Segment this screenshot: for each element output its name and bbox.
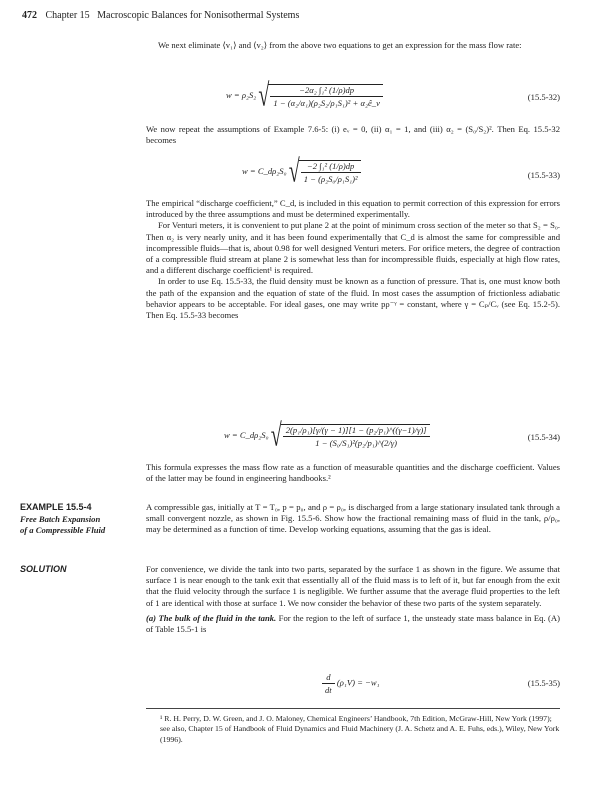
paragraph-venturi: For Venturi meters, it is convenient to put plane 2 at the point of minimum cross section of the meter so that S₂ = S₀. Then α₂ is very nearly unity, and it has been found experimentally that C_d is almost the same for compressible and incompressible fluids—that is, about 0.98 for well designed Venturi meters. For orifice meters, the degree of contraction of a compressible fluid stream at plane 2 is somewhat less than for incompressible fluids, especially at high flow rates, and a different discharge coefficient¹ is required. <box>146 220 560 276</box>
eq32-lhs: w = ρ₂S₂ <box>226 89 257 100</box>
eq32-denominator: 1 − (α₂/α₁)(ρ₂S₂/ρ₁S₁)² + α₂ê_v <box>273 98 380 108</box>
chapter-label: Chapter 15 <box>45 10 90 21</box>
solution-body: For convenience, we divide the tank into two parts, separated by the surface 1 as shown in the figure. We assume that surface 1 is near enough to the tank exit that essentially all of the fluid mass is to left of it, but far enough from the exit that the fluid velocity through the surface 1 is negligible. We further assume that the average fluid properties to the left of 1 are identical with those at surface 1. We now consider the behavior of these two parts of the system separately. (a) The bulk of the fluid in the tank. For the region to the left of surface 1, the unsteady state mass balance in Eq. (A) of Table 15.5-1 is <box>146 564 560 635</box>
part-a-paragraph <box>146 613 560 635</box>
equation-15-5-33: w = C_dρ₂S₀ √ $\frac{\text{−2 ∫₁² (1/ρ)dp}}{\text{1 − (ρ₂S₀/ρ₁S₁)²}}$ (15.5-33) <box>242 153 560 189</box>
eq34-label: (15.5-34) <box>527 432 560 442</box>
example-subtitle-2: of a Compressible Fluid <box>20 525 106 535</box>
chapter-title: Macroscopic Balances for Nonisothermal Systems <box>97 10 300 21</box>
paragraph-discharge: The empirical “discharge coefficient,” C_d, is included in this equation to permit correction of this expression for errors introduced by the three assumptions and must be determined experimentally. For Venturi meters, it is convenient to put plane 2 at the point of minimum cross section of the meter so that S₂ = S₀. Then α₂ is very nearly unity, and it has been found experimentally that C_d is almost the same for compressible and incompressible fluids—that is, about 0.98 for well designed Venturi meters. For orifice meters, the degree of contraction of a compressible fluid stream at plane 2 is somewhat less than for incompressible fluids, especially at high flow rates, and a different discharge coefficient¹ is required. In order to use Eq. 15.5-33, the fluid density must be known as a function of pressure. That is, one must know both the path of the expansion and the equation of state of the fluid. In most cases the assumption of frictionless adiabatic behavior appears to be acceptable. For ideal gases, one may write pρ⁻ᵞ = constant, where γ = Cₚ/Cᵥ (see Eq. 15.2-5). Then Eq. 15.5-33 becomes <box>146 198 560 321</box>
example-title: EXAMPLE 15.5-4 <box>20 502 92 512</box>
eq32-numerator: −2α₂ ∫₁² (1/ρ)dp <box>270 85 383 97</box>
eq33-numerator: −2 ∫₁² (1/ρ)dp <box>301 161 361 173</box>
footnote-1: ¹ R. H. Perry, D. W. Green, and J. O. Maloney, Chemical Engineers’ Handbook, 7th Edition, McGraw-Hill, New York (1997); see also, Chapter 15 of Handbook of Fluid Dynamics and Fluid Machinery (J. A. Schetz and A. E. Fuhs, eds.), Wiley, New York (1996). <box>160 714 560 744</box>
solution-label: SOLUTION <box>20 564 67 574</box>
part-a-label: (a) The bulk of the fluid in the tank. <box>146 612 277 623</box>
eq35-dt: dt <box>325 685 332 695</box>
equation-15-5-32: w = ρ₂S₂ √ $\frac{\text{−2α₂ ∫₁² (1/ρ)dp}}{\text{1 − (α₂/α₁)(ρ₂S₂/ρ₁S₁)² + α₂ê\_v}}$ (15.5-32) <box>226 77 560 113</box>
eq33-denominator: 1 − (ρ₂S₀/ρ₁S₁)² <box>303 174 358 184</box>
part-a-body: For the region to the left of surface 1, the unsteady state mass balance in Eq. (A) of Table 15.5-1 is <box>146 612 560 635</box>
footnotes <box>160 714 560 745</box>
example-heading <box>20 502 138 536</box>
example-subtitle-1: Free Batch Expansion <box>20 514 101 524</box>
eq35-rhs: (ρ₁V) = −w₁ <box>336 677 380 688</box>
footnote-divider <box>146 708 560 709</box>
eq33-lhs: w = C_dρ₂S₀ <box>242 165 287 176</box>
paragraph-repeat: We now repeat the assumptions of Example 7.6-5: (i) eᵥ = 0, (ii) α₁ = 1, and (iii) α₂ = (S₀/S₂)². Then Eq. 15.5-32 becomes <box>146 124 560 146</box>
eq34-denominator: 1 − (S₀/S₁)²(p₂/p₁)^(2/γ) <box>315 438 398 448</box>
equation-15-5-34: w = C_dρ₂S₀ √ $\frac{\text{2(p₁/ρ₁)[γ/(γ − 1)][1 − (p₂/p₁)\textasciicircum{}((γ−1)/γ)]}}{\text{1 − (S₀/S₁)²(p₂/p₁)\textasciicircum{}(2/γ)}}$ (15.5-34) <box>224 417 560 453</box>
paragraph-order: In order to use Eq. 15.5-33, the fluid density must be known as a function of pressure. That is, one must know both the path of the expansion and the equation of state of the fluid. In most cases the assumption of frictionless adiabatic behavior appears to be acceptable. For ideal gases, one may write pρ⁻ᵞ = constant, where γ = Cₚ/Cᵥ (see Eq. 15.2-5). Then Eq. 15.5-33 becomes <box>146 276 560 321</box>
eq34-lhs: w = C_dρ₂S₀ <box>224 429 269 440</box>
page-number: 472 <box>22 10 37 21</box>
eq35-label: (15.5-35) <box>527 678 560 688</box>
paragraph-formula: This formula expresses the mass flow rate as a function of measurable quantities and the discharge coefficient. Values of the latter may be found in engineering handbooks.² <box>146 462 560 484</box>
solution-heading <box>20 564 138 574</box>
eq35-d: d <box>322 672 335 684</box>
example-body: A compressible gas, initially at T = T₀, p = p₀, and ρ = ρ₀, is discharged from a large stationary insulated tank through a small convergent nozzle, as shown in Fig. 15.5-6. Show how the fractional remaining mass of fluid in the tank, ρ/ρ₀, may be determined as a function of time. Develop working equations, assuming that the gas is ideal. <box>146 502 560 535</box>
eq34-numerator: 2(p₁/ρ₁)[γ/(γ − 1)][1 − (p₂/p₁)^((γ−1)/γ)] <box>283 425 430 437</box>
equation-15-5-35 <box>146 670 560 698</box>
paragraph-intro: We next eliminate ⟨v₁⟩ and ⟨v₂⟩ from the above two equations to get an expression for the mass flow rate: <box>158 40 522 50</box>
eq33-label: (15.5-33) <box>527 170 560 180</box>
eq32-label: (15.5-32) <box>527 92 560 102</box>
running-header <box>22 10 299 21</box>
